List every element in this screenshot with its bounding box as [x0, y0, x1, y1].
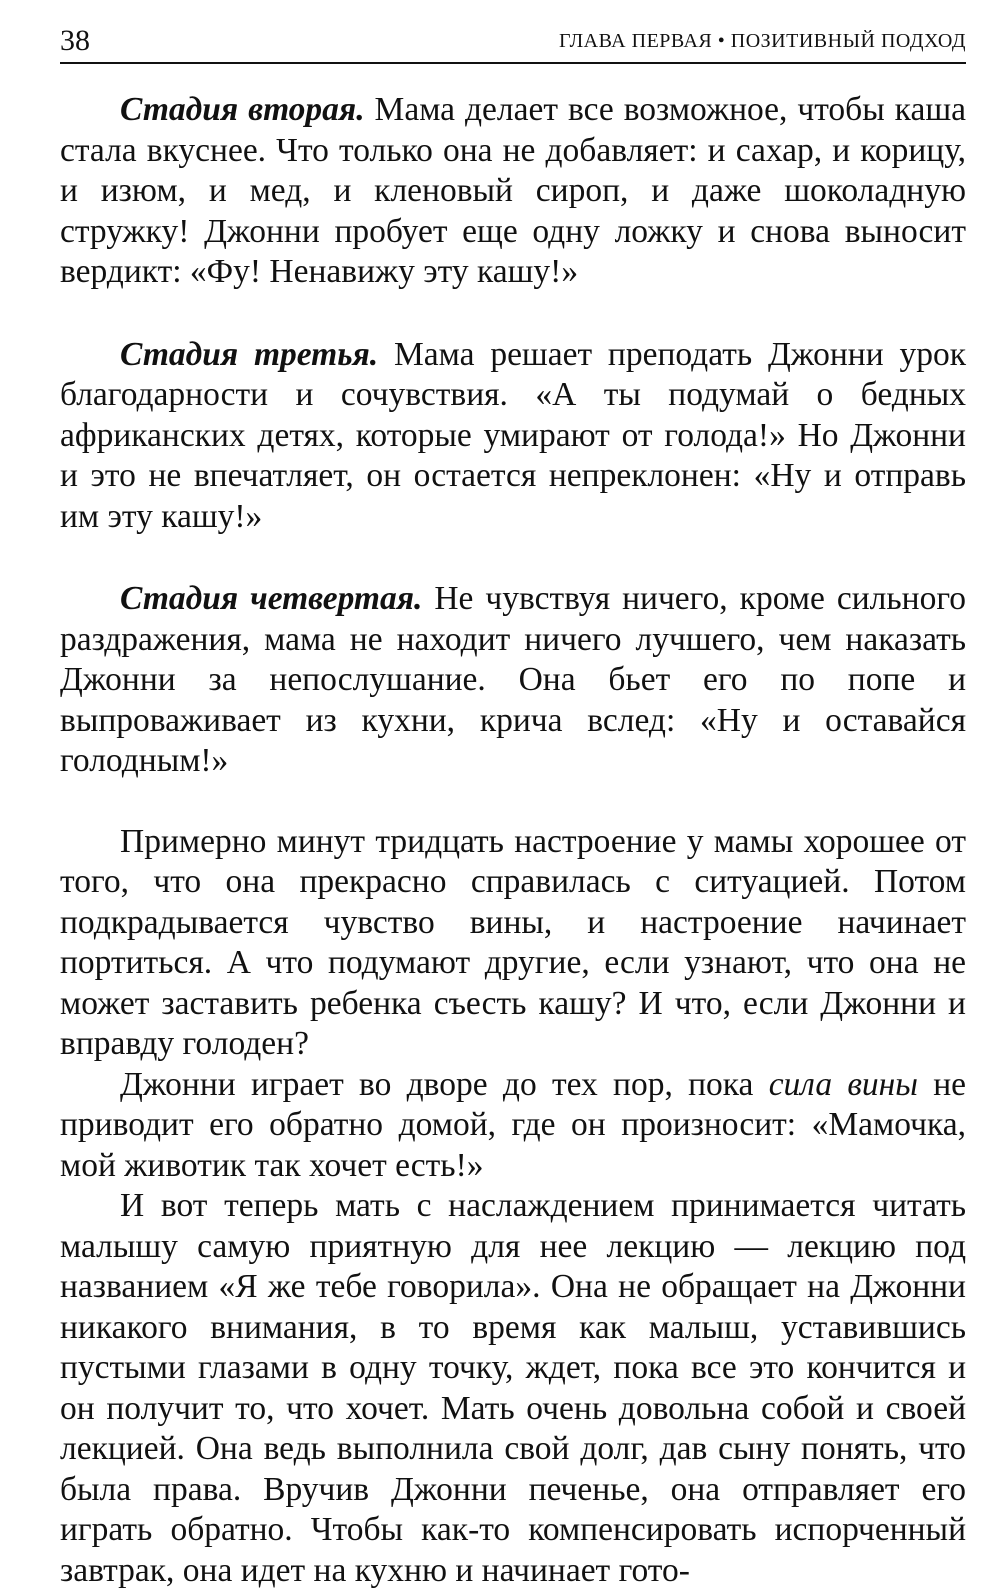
paragraph-stage-four — [60, 579, 966, 782]
page-header — [60, 18, 966, 64]
stage-label: Стадия вторая. — [120, 91, 365, 128]
page-body — [60, 90, 966, 1591]
paragraph-stage-three — [60, 335, 966, 538]
paragraph-text: Мама делает все возможное, чтобы каша стала вкуснее. Что только она не добавляет: и сахар, и корицу, и изюм, и мед, и кленовый сироп, и даже шоколадную стружку! Джонни пробует еще одну ложку и снова выносит вердикт: «Фу! Ненавижу эту кашу!» — [60, 91, 966, 290]
paragraph-text: Не чувствуя ничего, кроме сильного раздражения, мама не находит ничего лучшего, чем наказать Джонни за непослушание. Она бьет его по попе и выпроваживает из кухни, крича вслед: «Ну и оставайся голодным!» — [60, 580, 966, 779]
paragraph-stage-two — [60, 90, 966, 293]
paragraph-johnny-returns — [60, 1065, 966, 1187]
paragraph-lecture — [60, 1186, 966, 1591]
emphasis-text: сила вины — [768, 1065, 918, 1103]
paragraph-guilt — [60, 822, 966, 1065]
stage-label: Стадия четвертая. — [120, 580, 423, 617]
paragraph-text: не приводит его обратно домой, где он произносит: «Мамочка, мой животик так хочет есть!» — [60, 1065, 966, 1184]
stage-label: Стадия третья. — [120, 335, 379, 373]
running-head: ГЛАВА ПЕРВАЯ • ПОЗИТИВНЫЙ ПОДХОД — [559, 30, 966, 52]
paragraph-text: Джонни играет во дворе до тех пор, пока — [120, 1065, 769, 1103]
paragraph-text: Примерно минут тридцать настроение у мамы хорошее от того, что она прекрасно справилась с ситуацией. Потом подкрадывается чувство вины, и настроение начинает портиться. А что подумают другие, если узнают, что она не может заставить ребенка съесть кашу? И что, если Джонни и вправду голоден? — [60, 822, 966, 1062]
book-page — [60, 18, 966, 1589]
paragraph-text: И вот теперь мать с наслаждением принимается читать малышу самую приятную для нее лекцию — лекцию под названием «Я же тебе говорила». Она не обращает на Джонни никакого внимания, в то время как малыш, уставившись пустыми глазами в одну точку, ждет, пока все это кончится и он получит то, что хочет. Мать очень довольна собой и своей лекцией. Она ведь выполнила свой долг, дав сыну понять, что была права. Вручив Джонни печенье, она отправляет его играть обратно. Чтобы как-то компенсировать испорченный завтрак, она идет на кухню и начинает гото- — [60, 1187, 966, 1589]
paragraph-text: Мама решает преподать Джонни урок благодарности и сочувствия. «А ты подумай о бедных африканских детях, которые умирают от голода!» Но Джонни и это не впечатляет, он остается непреклонен: «Ну и отправь им эту кашу!» — [60, 335, 966, 535]
page-number: 38 — [60, 24, 90, 57]
